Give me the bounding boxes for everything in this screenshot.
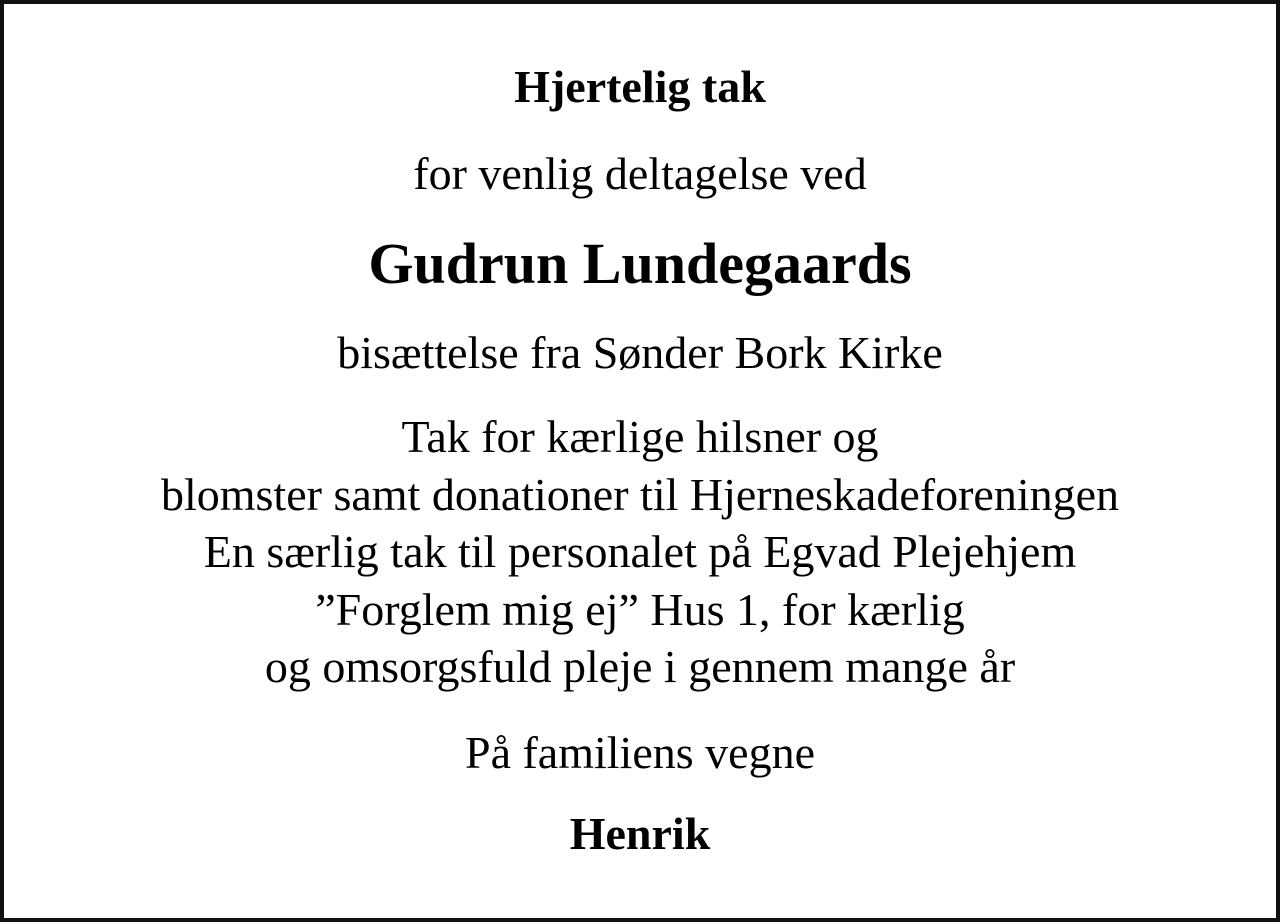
service-location: bisættelse fra Sønder Bork Kirke [337,327,943,378]
signature: Henrik [569,808,711,859]
message-line: blomster samt donationer til Hjerneskadeforeningen [160,468,1120,520]
thank-you-message [4,408,1276,696]
message-line: ”Forglem mig ej” Hus 1, for kærlig [315,583,965,635]
message-line: og omsorgsfuld pleje i gennem mange år [264,641,1016,692]
closing-text: På familiens vegne [464,727,815,778]
message-line: En særlig tak til personalet på Egvad Plejehjem [203,526,1077,577]
notice-heading: Hjertelig tak [514,61,766,112]
message-line: Tak for kærlige hilsner og [401,411,879,462]
intro-text: for venlig deltagelse ved [413,148,867,199]
deceased-name: Gudrun Lundegaards [368,231,912,296]
